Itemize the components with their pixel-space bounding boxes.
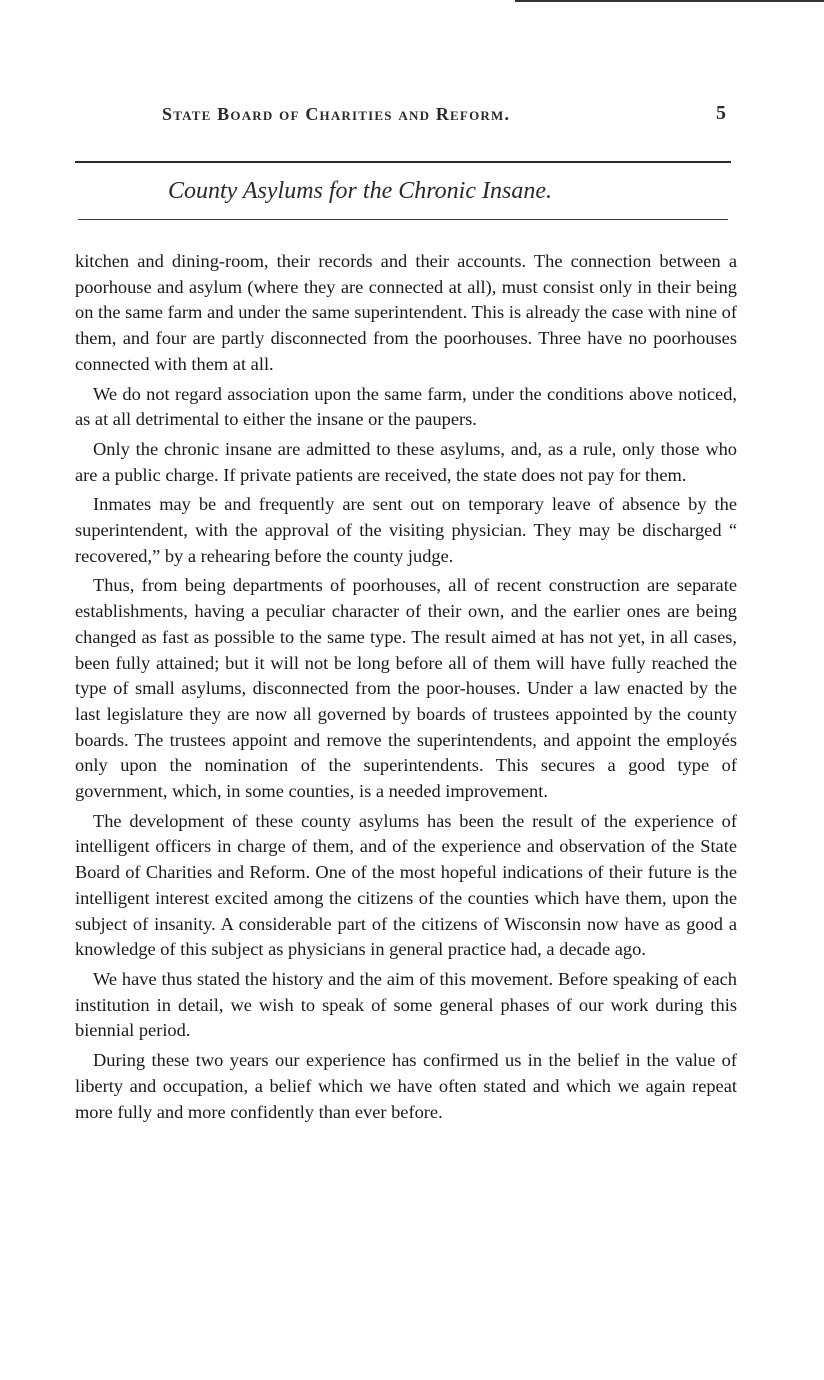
section-title: County Asylums for the Chronic Insane.: [168, 178, 552, 204]
body-text: [75, 249, 737, 1126]
paragraph: kitchen and dining-room, their records and their accounts. The connection between a poorhouse and asylum (where they are connected at all), must consist only in their being on the same farm and under the same superintendent. This is already the case with nine of them, and four are partly disconnected from the poorhouses. Three have no poorhouses connected with them at all.: [75, 251, 737, 374]
header-rule-lower: [78, 219, 728, 220]
paragraph: During these two years our experience has confirmed us in the belief in the value of liberty and occupation, a belief which we have often stated and which we again repeat more fully and more confidently than ever before.: [75, 1050, 737, 1122]
header-rule-upper: [75, 161, 731, 163]
paragraph: The development of these county asylums has been the result of the experience of intelligent officers in charge of them, and of the experience and observation of the State Board of Charities and Reform. One of the most hopeful indications of their future is the intelligent interest excited among the citizens of the counties which have them, upon the subject of insanity. A considerable part of the citizens of Wisconsin now have as good a knowledge of this subject as physicians in general practice had, a decade ago.: [75, 810, 737, 960]
paragraph: Inmates may be and frequently are sent out on temporary leave of absence by the superintendent, with the approval of the visiting physician. They may be discharged “ recovered,” by a rehearing before the county judge.: [75, 494, 737, 566]
page-number: 5: [716, 102, 726, 124]
paragraph: We do not regard association upon the same farm, under the conditions above noticed, as at all detrimental to either the insane or the paupers.: [75, 383, 737, 430]
paragraph: Thus, from being departments of poorhouses, all of recent construction are separate establishments, having a peculiar character of their own, and the earlier ones are being changed as fast as possible to the same type. The result aimed at has not yet, in all cases, been fully attained; but it will not be long before all of them will have fully reached the type of small asylums, disconnected from the poor-houses. Under a law enacted by the last legislature they are now all governed by boards of trustees appointed by the county boards. The trustees appoint and remove the superintendents, and appoint the employés only upon the nomination of the superintendents. This secures a good type of government, which, in some counties, is a needed improvement.: [75, 575, 737, 802]
top-edge-rule: [515, 0, 824, 2]
running-head: State Board of Charities and Reform.: [162, 104, 511, 124]
paragraph: We have thus stated the history and the aim of this movement. Before speaking of each institution in detail, we wish to speak of some general phases of our work during this biennial period.: [75, 968, 737, 1041]
paragraph: Only the chronic insane are admitted to these asylums, and, as a rule, only those who are a public charge. If private patients are received, the state does not pay for them.: [75, 438, 737, 485]
